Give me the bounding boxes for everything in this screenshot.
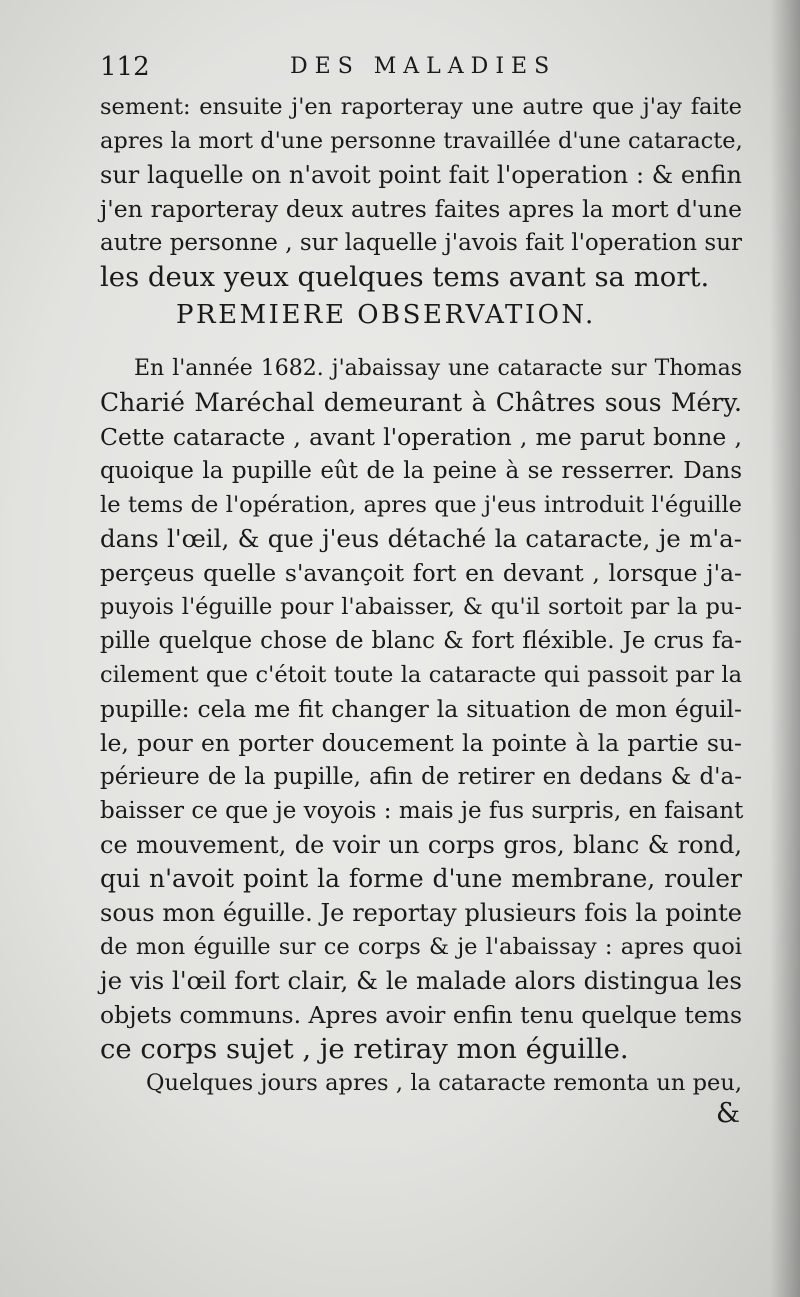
- text-line: le tems de l'opération, apres que j'eus introduit l'éguille: [100, 492, 742, 518]
- text-line: qui n'avoit point la forme d'une membrane, rouler: [100, 864, 742, 893]
- text-line: autre personne , sur laquelle j'avois fait l'operation sur: [100, 230, 742, 256]
- text-line: pupille: cela me fit changer la situation de mon éguil-: [100, 695, 742, 723]
- text-line: apres la mort d'une personne travaillée d'une cataracte,: [100, 128, 743, 154]
- text-line: pille quelque chose de blanc & fort fléxible. Je crus fa-: [100, 628, 742, 654]
- catchword: &: [716, 1098, 741, 1129]
- text-line: puyois l'éguille pour l'abaisser, & qu'il sortoit par la pu-: [100, 594, 742, 620]
- text-line: sous mon éguille. Je reportay plusieurs fois la pointe: [100, 899, 742, 927]
- text-line: je vis l'œil fort clair, & le malade alors distingua les: [100, 966, 742, 995]
- text-line: de mon éguille sur ce corps & je l'abaissay : apres quoi: [100, 934, 742, 960]
- running-title: DES MALADIES: [290, 54, 557, 79]
- text-line: cilement que c'étoit toute la cataracte qui passoit par la: [100, 662, 742, 688]
- text-line: Quelques jours apres , la cataracte remonta un peu,: [146, 1070, 742, 1096]
- text-line: Cette cataracte , avant l'operation , me parut bonne ,: [100, 423, 742, 451]
- text-line: sur laquelle on n'avoit point fait l'operation : & enfin: [100, 161, 742, 189]
- text-line: dans l'œil, & que j'eus détaché la cataracte, je m'a-: [100, 524, 742, 553]
- text-line: objets communs. Apres avoir enfin tenu quelque tems: [100, 1001, 743, 1029]
- text-line: sement: ensuite j'en raporteray une autre que j'ay faite: [100, 94, 742, 120]
- text-line: perçeus quelle s'avançoit fort en devant , lorsque j'a-: [100, 559, 742, 587]
- text-line: j'en raporteray deux autres faites apres la mort d'une: [100, 195, 742, 223]
- text-line: En l'année 1682. j'abaissay une cataracte sur Thomas: [134, 356, 742, 381]
- text-line: quoique la pupille eût de la peine à se resserrer. Dans: [100, 458, 742, 484]
- text-line: les deux yeux quelques tems avant sa mort.: [100, 261, 710, 293]
- text-line: périeure de la pupille, afin de retirer en dedans & d'a-: [100, 764, 742, 790]
- text-line: le, pour en porter doucement la pointe à la partie su-: [100, 729, 742, 757]
- page-number: 112: [100, 52, 150, 82]
- text-line: Charié Maréchal demeurant à Châtres sous Méry.: [100, 388, 742, 417]
- text-line: ce mouvement, de voir un corps gros, blanc & rond,: [100, 831, 742, 859]
- text-line: ce corps sujet , je retiray mon éguille.: [100, 1033, 629, 1065]
- page-gutter-shadow: [770, 0, 800, 1297]
- page-header: [100, 52, 742, 92]
- section-heading: PREMIERE OBSERVATION.: [176, 300, 596, 330]
- text-line: baisser ce que je voyois : mais je fus surpris, en faisant: [100, 798, 744, 824]
